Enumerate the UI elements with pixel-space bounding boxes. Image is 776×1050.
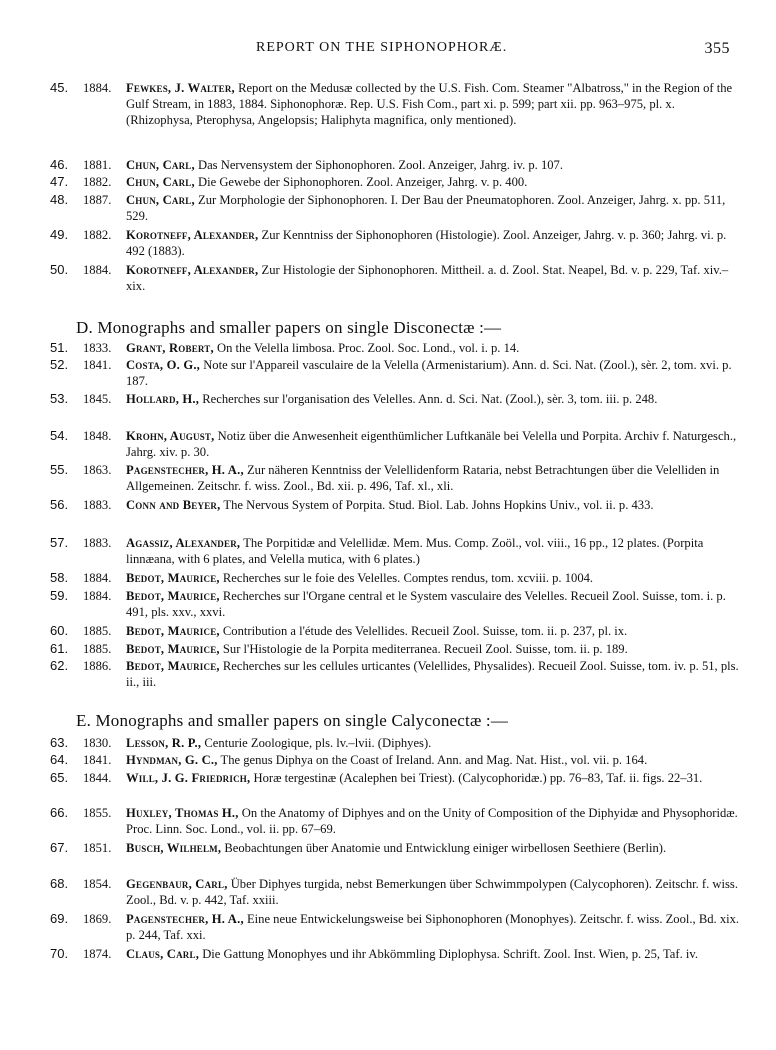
entry-title: Die Gattung Monophyes und ihr Abkömmling Diplophysa. Schrift. Zool. Inst. Wien, p. 25, Taf. iv.: [202, 947, 698, 961]
entry-number: 62.: [50, 658, 69, 673]
entry-year: 1851.: [83, 841, 112, 855]
entry-citation: [126, 192, 740, 224]
entry-number: 58.: [50, 570, 69, 585]
entry-citation: [126, 805, 740, 837]
entry-year: 1884.: [83, 589, 112, 603]
entry-number: 70.: [50, 946, 69, 961]
entry-year: 1855.: [83, 806, 112, 820]
entry-year: 1881.: [83, 158, 112, 172]
entry-number: 68.: [50, 876, 69, 891]
bibliography-entry: [50, 497, 740, 513]
bibliography-entry: [50, 623, 740, 639]
bibliography-entry: [50, 770, 740, 786]
running-title: REPORT ON THE SIPHONOPHORÆ.: [256, 40, 508, 55]
entry-citation: [126, 570, 740, 586]
entry-number: 54.: [50, 428, 69, 443]
entry-citation: [126, 157, 740, 173]
entry-number: 56.: [50, 497, 69, 512]
entry-citation: [126, 840, 740, 856]
entry-citation: [126, 497, 740, 513]
bibliography-entry: [50, 192, 740, 224]
entry-author: Bedot, Maurice,: [126, 589, 220, 603]
entry-author: Krohn, August,: [126, 429, 215, 443]
bibliography-entry: [50, 588, 740, 620]
bibliography-entry: [50, 174, 740, 190]
page-number: 355: [704, 40, 730, 57]
entry-title: Horæ tergestinæ (Acalephen bei Triest). (Calycophoridæ.) pp. 76–83, Taf. ii. figs. 22–31.: [253, 771, 703, 785]
entry-title: Sur l'Histologie de la Porpita mediterranea. Recueil Zool. Suisse, tom. ii. p. 189.: [222, 642, 628, 656]
bibliography-entry: [50, 357, 740, 389]
entry-title: Die Gewebe der Siphonophoren. Zool. Anzeiger, Jahrg. v. p. 400.: [198, 175, 528, 189]
bibliography-entry: [50, 262, 740, 294]
entry-title: Zur Histologie der Siphonophoren. Mittheil. a. d. Zool. Stat. Neapel, Bd. v. p. 229, Taf. xiv.–xix.: [126, 263, 729, 293]
entry-title: Notiz über die Anwesenheit eigenthümlicher Luftkanäle bei Velella und Porpita. Archiv f. Naturgesch., Jahrg. xiv. p. 30.: [126, 429, 737, 459]
bibliography-entry: [50, 462, 740, 494]
entry-author: Agassiz, Alexander,: [126, 536, 241, 550]
entry-number: 52.: [50, 357, 69, 372]
bibliography-entry: [50, 641, 740, 657]
entry-author: Chun, Carl,: [126, 158, 195, 172]
entry-citation: [126, 588, 740, 620]
entry-citation: [126, 340, 740, 356]
entry-author: Gegenbaur, Carl,: [126, 877, 228, 891]
entry-number: 63.: [50, 735, 69, 750]
entry-number: 66.: [50, 805, 69, 820]
entry-year: 1884.: [83, 571, 112, 585]
entry-number: 50.: [50, 262, 69, 277]
entry-number: 45.: [50, 80, 69, 95]
entry-author: Bedot, Maurice,: [126, 642, 220, 656]
entry-author: Pagenstecher, H. A.,: [126, 463, 244, 477]
bibliography-entry: [50, 946, 740, 962]
bibliography-entry: [50, 340, 740, 356]
entry-author: Pagenstecher, H. A.,: [126, 912, 244, 926]
entry-year: 1863.: [83, 463, 112, 477]
entry-title: Über Diphyes turgida, nebst Bemerkungen über Schwimmpolypen (Calycophoren). Zeitschr. f. wiss. Zool., Bd. v. p. 442, Taf. xxiii.: [126, 877, 738, 907]
entry-title: Beobachtungen über Anatomie und Entwicklung einiger wirbellosen Seethiere (Berlin).: [224, 841, 667, 855]
entry-title: Recherches sur l'Organe central et le System vasculaire des Velelles. Recueil Zool. Suisse, tom. i. p. 491, pls. xxv., xxvi.: [126, 589, 726, 619]
section-heading-d: D. Monographs and smaller papers on single Disconectæ :—: [76, 318, 502, 337]
entry-author: Grant, Robert,: [126, 341, 214, 355]
entry-title: Eine neue Entwickelungsweise bei Siphonophoren (Monophyes). Zeitschr. f. wiss. Zool., Bd. xix. p. 244, Taf. xxi.: [126, 912, 740, 942]
entry-citation: [126, 227, 740, 259]
entry-year: 1830.: [83, 736, 112, 750]
bibliography-entry: [50, 80, 740, 128]
bibliography-entry: [50, 876, 740, 908]
entry-author: Korotneff, Alexander,: [126, 228, 259, 242]
entry-title: On the Velella limbosa. Proc. Zool. Soc. Lond., vol. i. p. 14.: [217, 341, 520, 355]
entry-title: Report on the Medusæ collected by the U.S. Fish. Com. Steamer "Albatross," in the Region of the Gulf Stream, in 1883, 1884. Siphonophoræ. Rep. U.S. Fish Com., part xi. p. 599; part xii. pp. 963–975, pl. x. (Rhizophysa, Pterophysa, Angelopsis; Haliphyta magnifica, only mentioned).: [126, 81, 733, 127]
entry-number: 65.: [50, 770, 69, 785]
entry-number: 55.: [50, 462, 69, 477]
entry-citation: [126, 876, 740, 908]
entry-number: 59.: [50, 588, 69, 603]
bibliography-entry: [50, 227, 740, 259]
entry-author: Chun, Carl,: [126, 175, 195, 189]
bibliography-entry: [50, 658, 740, 690]
entry-year: 1885.: [83, 624, 112, 638]
entry-title: Recherches sur les cellules urticantes (Velellides, Physalides). Recueil Zool. Suisse, tom. iv. p. 51, pls. ii., iii.: [126, 659, 739, 689]
entry-citation: [126, 911, 740, 943]
bibliography-entry: [50, 911, 740, 943]
entry-year: 1885.: [83, 642, 112, 656]
entry-author: Will, J. G. Friedrich,: [126, 771, 251, 785]
entry-year: 1854.: [83, 877, 112, 891]
entry-year: 1874.: [83, 947, 112, 961]
entry-author: Costa, O. G.,: [126, 358, 201, 372]
entry-title: Recherches sur l'organisation des Velelles. Ann. d. Sci. Nat. (Zool.), sèr. 3, tom. iii. p. 248.: [202, 392, 658, 406]
entry-author: Conn and Beyer,: [126, 498, 221, 512]
entry-author: Bedot, Maurice,: [126, 571, 220, 585]
entry-title: Recherches sur le foie des Velelles. Comptes rendus, tom. xcviii. p. 1004.: [222, 571, 594, 585]
entry-number: 53.: [50, 391, 69, 406]
entry-title: The Nervous System of Porpita. Stud. Biol. Lab. Johns Hopkins Univ., vol. ii. p. 433.: [223, 498, 654, 512]
entry-number: 69.: [50, 911, 69, 926]
entry-citation: [126, 752, 740, 768]
entry-citation: [126, 80, 740, 128]
entry-number: 46.: [50, 157, 69, 172]
entry-number: 48.: [50, 192, 69, 207]
entry-title: Note sur l'Appareil vasculaire de la Velella (Armenistarium). Ann. d. Sci. Nat. (Zool.), sèr. 2, tom. xvi. p. 187.: [126, 358, 732, 388]
entry-citation: [126, 357, 740, 389]
entry-year: 1882.: [83, 228, 112, 242]
entry-number: 60.: [50, 623, 69, 638]
entry-author: Busch, Wilhelm,: [126, 841, 222, 855]
entry-number: 67.: [50, 840, 69, 855]
entry-year: 1887.: [83, 193, 112, 207]
entry-citation: [126, 174, 740, 190]
entry-title: Zur Morphologie der Siphonophoren. I. Der Bau der Pneumatophoren. Zool. Anzeiger, Jahrg. x. pp. 511, 529.: [126, 193, 726, 223]
entry-citation: [126, 262, 740, 294]
bibliography-entry: [50, 752, 740, 768]
entry-year: 1844.: [83, 771, 112, 785]
entry-number: 47.: [50, 174, 69, 189]
entry-citation: [126, 391, 740, 407]
entry-number: 49.: [50, 227, 69, 242]
entry-year: 1886.: [83, 659, 112, 673]
bibliography-entry: [50, 735, 740, 751]
entry-citation: [126, 641, 740, 657]
entry-year: 1841.: [83, 753, 112, 767]
entry-year: 1833.: [83, 341, 112, 355]
entry-author: Hyndman, G. C.,: [126, 753, 218, 767]
entry-number: 51.: [50, 340, 69, 355]
bibliography-entry: [50, 570, 740, 586]
entry-title: Contribution a l'étude des Velellides. Recueil Zool. Suisse, tom. ii. p. 237, pl. ix.: [222, 624, 628, 638]
entry-year: 1845.: [83, 392, 112, 406]
entry-number: 61.: [50, 641, 69, 656]
entry-year: 1848.: [83, 429, 112, 443]
section-heading-e: E. Monographs and smaller papers on single Calyconectæ :—: [76, 711, 509, 730]
entry-citation: [126, 428, 740, 460]
entry-citation: [126, 535, 740, 567]
entry-title: Zur näheren Kenntniss der Velellidenform Rataria, nebst Betrachtungen über die Velelliden in Allgemeinen. Zeitschr. f. wiss. Zool., Bd. xii. p. 496, Taf. xl., xli.: [126, 463, 720, 493]
entry-author: Korotneff, Alexander,: [126, 263, 259, 277]
entry-title: The genus Diphya on the Coast of Ireland. Ann. and Mag. Nat. Hist., vol. vii. p. 164.: [220, 753, 648, 767]
entry-title: Das Nervensystem der Siphonophoren. Zool. Anzeiger, Jahrg. iv. p. 107.: [198, 158, 563, 172]
entry-author: Bedot, Maurice,: [126, 624, 220, 638]
bibliography-entry: [50, 840, 740, 856]
entry-author: Chun, Carl,: [126, 193, 195, 207]
entry-author: Huxley, Thomas H.,: [126, 806, 239, 820]
entry-author: Claus, Carl,: [126, 947, 200, 961]
bibliography-entry: [50, 157, 740, 173]
entry-title: On the Anatomy of Diphyes and on the Unity of Composition of the Diphyidæ and Physophoridæ. Proc. Linn. Soc. Lond., vol. ii. pp. 67–69.: [126, 806, 738, 836]
entry-year: 1884.: [83, 263, 112, 277]
entry-number: 57.: [50, 535, 69, 550]
entry-citation: [126, 946, 740, 962]
entry-author: Lesson, R. P.,: [126, 736, 202, 750]
entry-author: Fewkes, J. Walter,: [126, 81, 235, 95]
entry-citation: [126, 623, 740, 639]
page-header: [230, 40, 730, 64]
entry-number: 64.: [50, 752, 69, 767]
entry-title: Zur Kenntniss der Siphonophoren (Histologie). Zool. Anzeiger, Jahrg. v. p. 360; Jahrg. vi. p. 492 (1883).: [126, 228, 727, 258]
entry-year: 1884.: [83, 81, 112, 95]
entry-author: Bedot, Maurice,: [126, 659, 220, 673]
entry-title: The Porpitidæ and Velellidæ. Mem. Mus. Comp. Zoöl., vol. viii., 16 pp., 12 plates. (Porpita linnæana, with 6 plates, and Velella mutica, with 6 plates.): [126, 536, 704, 566]
entry-author: Hollard, H.,: [126, 392, 200, 406]
bibliography-entry: [50, 535, 740, 567]
bibliography-entry: [50, 805, 740, 837]
entry-year: 1869.: [83, 912, 112, 926]
entry-year: 1882.: [83, 175, 112, 189]
entry-year: 1841.: [83, 358, 112, 372]
entry-citation: [126, 770, 740, 786]
entry-year: 1883.: [83, 536, 112, 550]
bibliography-entry: [50, 428, 740, 460]
entry-citation: [126, 735, 740, 751]
entry-title: Centurie Zoologique, pls. lv.–lvii. (Diphyes).: [204, 736, 432, 750]
entry-citation: [126, 462, 740, 494]
entry-year: 1883.: [83, 498, 112, 512]
entry-citation: [126, 658, 740, 690]
bibliography-entry: [50, 391, 740, 407]
